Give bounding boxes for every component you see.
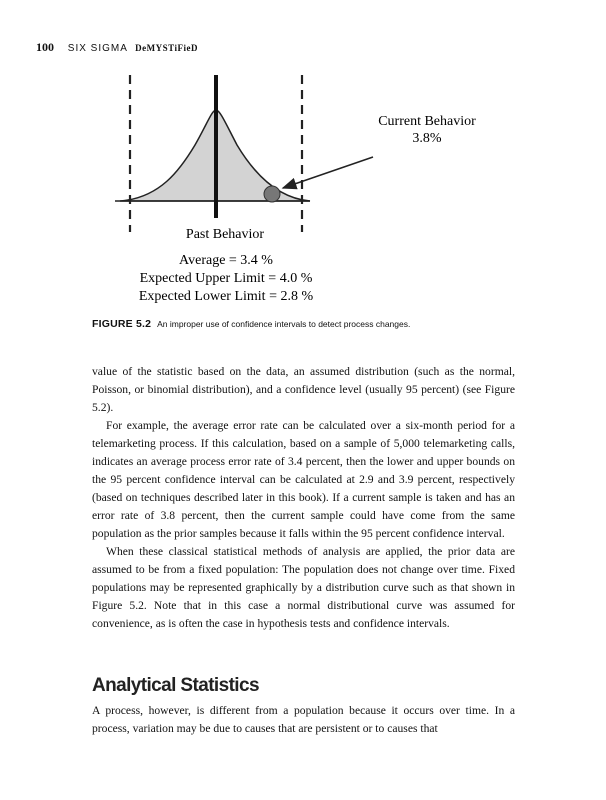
current-behavior-arrow [283, 157, 373, 188]
section-heading: Analytical Statistics [92, 675, 259, 696]
current-behavior-value: 3.8% [412, 131, 442, 146]
caption-text: An improper use of confidence intervals to detect process changes. [157, 319, 411, 329]
paragraph-continued: value of the statistic based on the data, an assumed distribution (such as the normal, Poisson, or binomial distribution), and a confidence level (usually 95 percent) (see Figure 5.2). [92, 365, 515, 414]
book-title: SIX SIGMA [67, 43, 128, 54]
paragraph-classical-methods: When these classical statistical methods of analysis are applied, the prior data are assumed to be from a fixed population: The population does not change over time. Fixed populations may be represented graphically by a distribution curve such as that shown in Figure 5.2. Note that in this case a normal distributional curve was assumed for convenience, as is often the case in hypothesis tests and confidence intervals. [92, 545, 515, 630]
average-label: Average = 3.4 % [179, 253, 273, 268]
running-header [36, 40, 198, 55]
figure-5-2 [100, 70, 500, 310]
past-behavior-label: Past Behavior [185, 227, 265, 242]
section-body [92, 702, 515, 738]
current-sample-marker [264, 186, 280, 202]
upper-limit-label: Expected Upper Limit = 4.0 % [139, 271, 313, 286]
paragraph-process: A process, however, is different from a population because it occurs over time. In a process, variation may be due to causes that are persistent or to causes that [92, 704, 515, 735]
page-number: 100 [36, 40, 54, 54]
current-behavior-label: Current Behavior [378, 114, 476, 129]
book-subtitle: DeMYSTiFieD [135, 43, 198, 53]
caption-label: FIGURE 5.2 [92, 318, 152, 330]
paragraph-example: For example, the average error rate can be calculated over a six-month period for a telemarketing process. If this calculation, based on a sample of 5,000 telemarketing calls, indicates an average process error rate of 3.4 percent, then the lower and upper bounds on the 95 percent confidence interval can be calculated at 2.9 and 3.9 percent, respectively (based on techniques described later in this book). If a current sample is taken and has an error rate of 3.8 percent, then the current sample could have come from the same population as the prior samples because it falls within the 95 percent confidence interval. [92, 419, 515, 540]
figure-caption [92, 318, 410, 330]
body-paragraphs [92, 363, 515, 633]
lower-limit-label: Expected Lower Limit = 2.8 % [138, 289, 314, 304]
